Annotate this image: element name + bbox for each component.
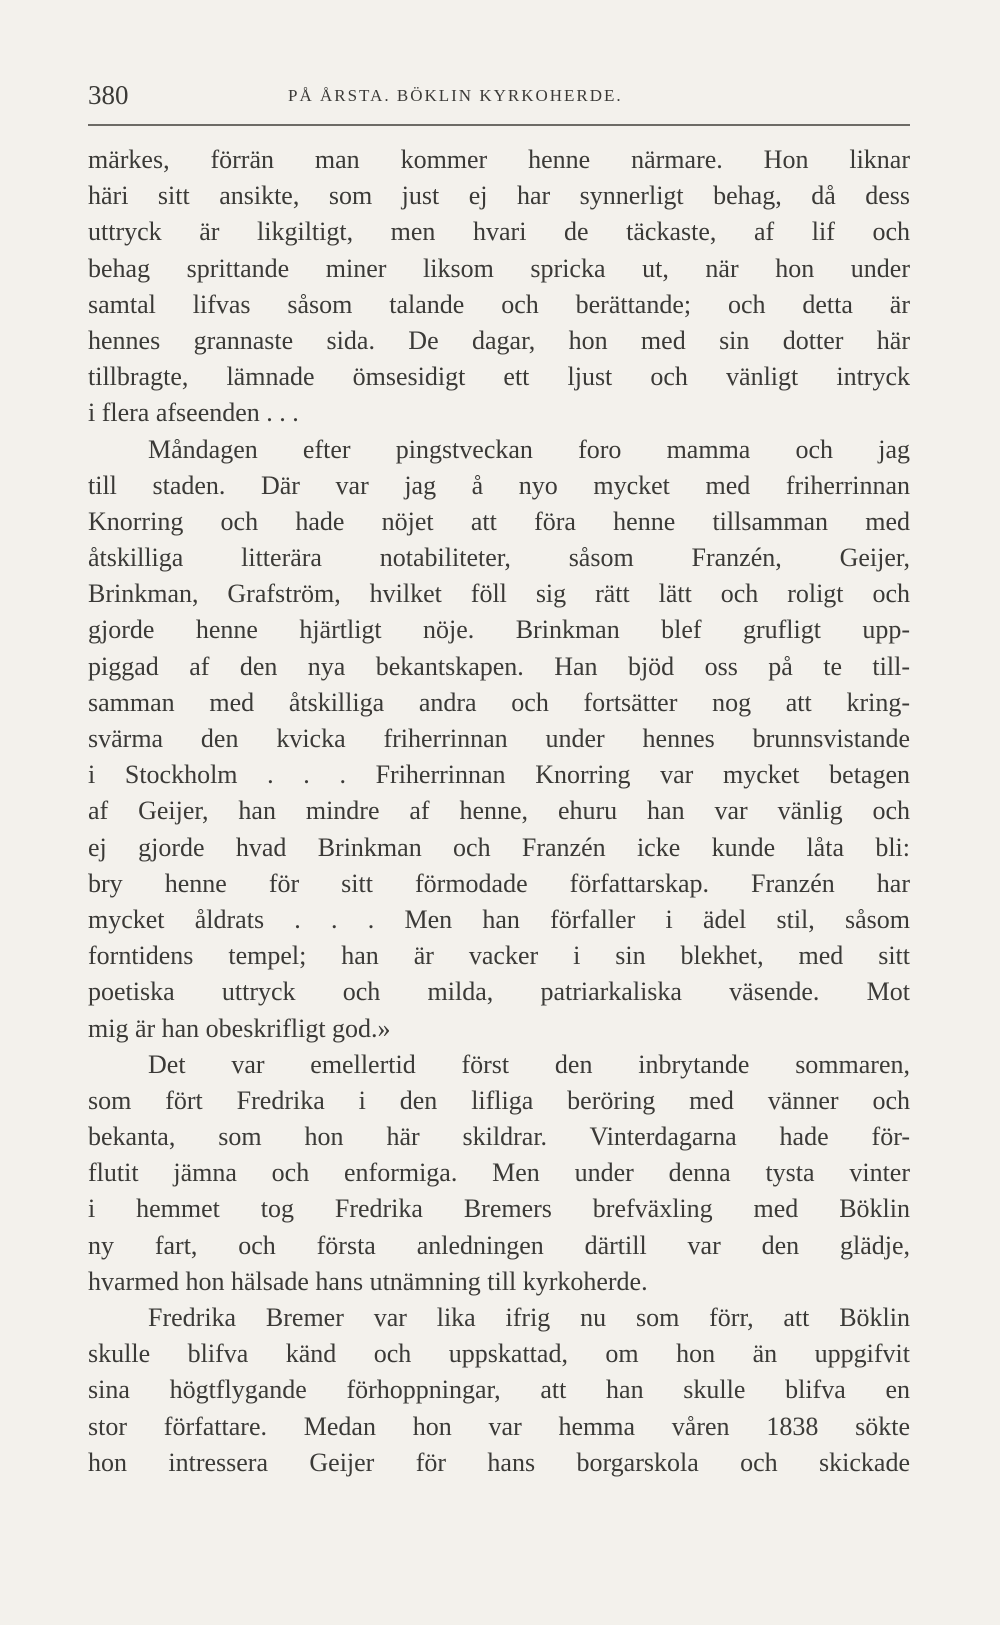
text-line: mycket åldrats . . . Men han förfaller i ädel stil, såsom — [88, 904, 910, 934]
text-line: skulle blifva känd och uppskattad, om hon än uppgifvit — [88, 1339, 910, 1369]
text-line: i hemmet tog Fredrika Bremers brefväxling med Böklin — [88, 1194, 910, 1224]
text-line: Brinkman, Grafström, hvilket föll sig rätt lätt och roligt och — [88, 579, 910, 609]
text-line: bekanta, som hon här skildrar. Vinterdagarna hade för- — [88, 1122, 910, 1152]
text-line: åtskilliga litterära notabiliteter, såsom Franzén, Geijer, — [88, 543, 910, 573]
text-line: svärma den kvicka friherrinnan under hennes brunnsvistande — [88, 724, 910, 753]
text-line: Knorring och hade nöjet att föra henne tillsamman med — [88, 506, 910, 536]
text-line: flutit jämna och enformiga. Men under denna tysta vinter — [88, 1158, 910, 1188]
text-line: i Stockholm . . . Friherrinnan Knorring var mycket betagen — [88, 760, 910, 790]
text-line: gjorde henne hjärtligt nöje. Brinkman blef grufligt upp- — [88, 615, 910, 645]
text-line: uttryck är likgiltigt, men hvari de täckaste, af lif och — [88, 217, 910, 247]
text-line: piggad af den nya bekantskapen. Han bjöd oss på te till- — [88, 651, 910, 681]
text-line: behag sprittande miner liksom spricka ut, när hon under — [88, 253, 910, 283]
text-line: samman med åtskilliga andra och fortsätter nog att kring- — [88, 687, 910, 717]
text-line: hennes grannaste sida. De dagar, hon med sin dotter här — [88, 325, 910, 355]
text-line: forntidens tempel; han är vacker i sin blekhet, med sitt — [88, 941, 910, 971]
text-line: af Geijer, han mindre af henne, ehuru han var vänlig och — [88, 796, 910, 826]
text-line: poetiska uttryck och milda, patriarkaliska väsende. Mot — [88, 977, 910, 1007]
text-line: häri sitt ansikte, som just ej har synnerligt behag, då dess — [88, 181, 910, 211]
text-line: stor författare. Medan hon var hemma våren 1838 sökte — [88, 1411, 910, 1441]
running-head — [88, 78, 910, 118]
text-line: märkes, förrän man kommer henne närmare. Hon liknar — [88, 145, 910, 174]
text-line: hon intressera Geijer för hans borgarskola och skickade — [88, 1447, 910, 1477]
text-line: tillbragte, lämnade ömsesidigt ett ljust och vänligt intryck — [88, 362, 910, 392]
running-head-title: PÅ ÅRSTA. BÖKLIN KYRKOHERDE. — [288, 86, 623, 105]
page-number: 380 — [88, 80, 129, 110]
text-line: samtal lifvas såsom talande och berättande; och detta är — [88, 289, 910, 319]
text-line: i flera afseenden . . . — [88, 398, 299, 428]
text-line: ej gjorde hvad Brinkman och Franzén icke kunde låta bli: — [88, 832, 910, 862]
text-line: som fört Fredrika i den lifliga beröring med vänner och — [88, 1085, 910, 1115]
text-line: sina högtflygande förhoppningar, att han skulle blifva en — [88, 1375, 910, 1405]
text-line: hvarmed hon hälsade hans utnämning till kyrkoherde. — [88, 1266, 648, 1296]
text-line: bry henne för sitt förmodade författarskap. Franzén har — [88, 868, 910, 898]
text-line: till staden. Där var jag å nyo mycket med friherrinnan — [88, 470, 910, 500]
text-line: Måndagen efter pingstveckan foro mamma och jag — [148, 434, 910, 464]
text-line: Det var emellertid först den inbrytande sommaren, — [148, 1049, 910, 1079]
text-line: Fredrika Bremer var lika ifrig nu som förr, att Böklin — [148, 1303, 910, 1332]
text-line: mig är han obeskrifligt god.» — [88, 1013, 391, 1043]
header-rule — [88, 124, 910, 126]
text-line: ny fart, och första anledningen därtill var den glädje, — [88, 1230, 910, 1260]
body-text — [88, 142, 910, 1481]
